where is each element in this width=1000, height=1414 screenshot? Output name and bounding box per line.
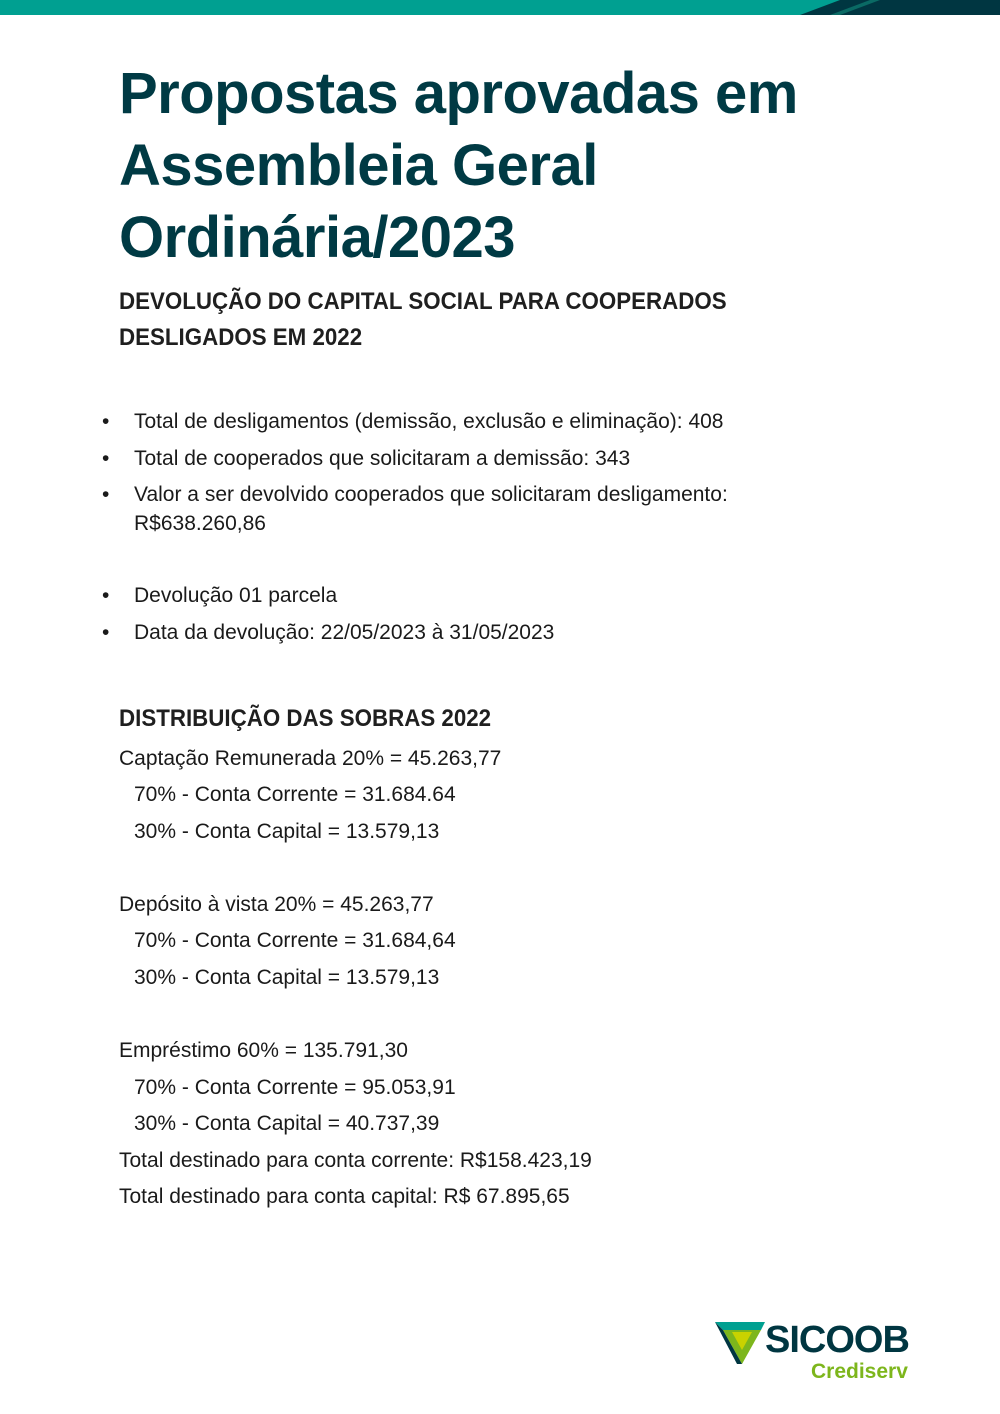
list-item <box>0 441 1000 478</box>
logo-wordmark: SICOOB <box>765 1319 909 1361</box>
section-heading-capital-return <box>119 284 826 356</box>
emprestimo-conta-corrente: 70% - Conta Corrente = 95.053,91 <box>134 1076 456 1099</box>
page-title <box>119 58 879 274</box>
list-item-text: Total de cooperados que solicitaram a demissão: 343 <box>134 446 631 470</box>
bullet-icon: • <box>102 410 110 433</box>
total-conta-capital: Total destinado para conta capital: R$ 67.895,65 <box>119 1185 570 1208</box>
emprestimo-conta-capital: 30% - Conta Capital = 40.737,39 <box>134 1112 440 1135</box>
top-color-band <box>0 0 1000 15</box>
page-title-line: Assembleia Geral <box>119 133 598 198</box>
bullet-icon: • <box>102 620 110 644</box>
section-heading-distribution: DISTRIBUIÇÃO DAS SOBRAS 2022 <box>119 705 492 732</box>
refund-schedule-bullet-list <box>0 578 1000 651</box>
total-conta-corrente: Total destinado para conta corrente: R$158.423,19 <box>119 1149 592 1172</box>
list-item <box>0 615 1000 652</box>
captacao-conta-corrente: 70% - Conta Corrente = 31.684.64 <box>134 783 456 806</box>
bullet-icon: • <box>102 584 110 607</box>
section-heading-line: DEVOLUÇÃO DO CAPITAL SOCIAL PARA COOPERADOS <box>119 288 727 315</box>
list-item-text: Data da devolução: 22/05/2023 à 31/05/2023 <box>134 620 555 644</box>
list-item-text: Total de desligamentos (demissão, exclusão e eliminação): 408 <box>134 410 724 433</box>
captacao-conta-capital: 30% - Conta Capital = 13.579,13 <box>134 820 440 843</box>
deposito-header: Depósito à vista 20% = 45.263,77 <box>119 893 434 916</box>
emprestimo-header: Empréstimo 60% = 135.791,30 <box>119 1039 408 1062</box>
refund-value: R$638.260,86 <box>134 511 266 535</box>
section-heading-line: DESLIGADOS EM 2022 <box>119 324 363 351</box>
list-item-text: Devolução 01 parcela <box>134 584 338 607</box>
logo-subtitle: Crediserv <box>811 1360 908 1383</box>
list-item <box>0 578 1000 615</box>
page-title-line: Propostas aprovadas em <box>119 61 798 126</box>
deposito-conta-corrente: 70% - Conta Corrente = 31.684,64 <box>134 929 456 952</box>
sicoob-mark-icon <box>715 1318 767 1366</box>
list-item <box>0 404 1000 441</box>
bullet-icon: • <box>102 483 110 506</box>
captacao-header: Captação Remunerada 20% = 45.263,77 <box>119 747 502 770</box>
capital-return-bullet-list <box>0 404 1000 542</box>
list-item <box>0 477 1000 542</box>
page-title-line: Ordinária/2023 <box>119 205 515 270</box>
list-item-text: Valor a ser devolvido cooperados que solicitaram desligamento: <box>134 483 728 506</box>
sicoob-logo <box>715 1318 915 1388</box>
bullet-icon: • <box>102 446 110 470</box>
deposito-conta-capital: 30% - Conta Capital = 13.579,13 <box>134 966 440 989</box>
